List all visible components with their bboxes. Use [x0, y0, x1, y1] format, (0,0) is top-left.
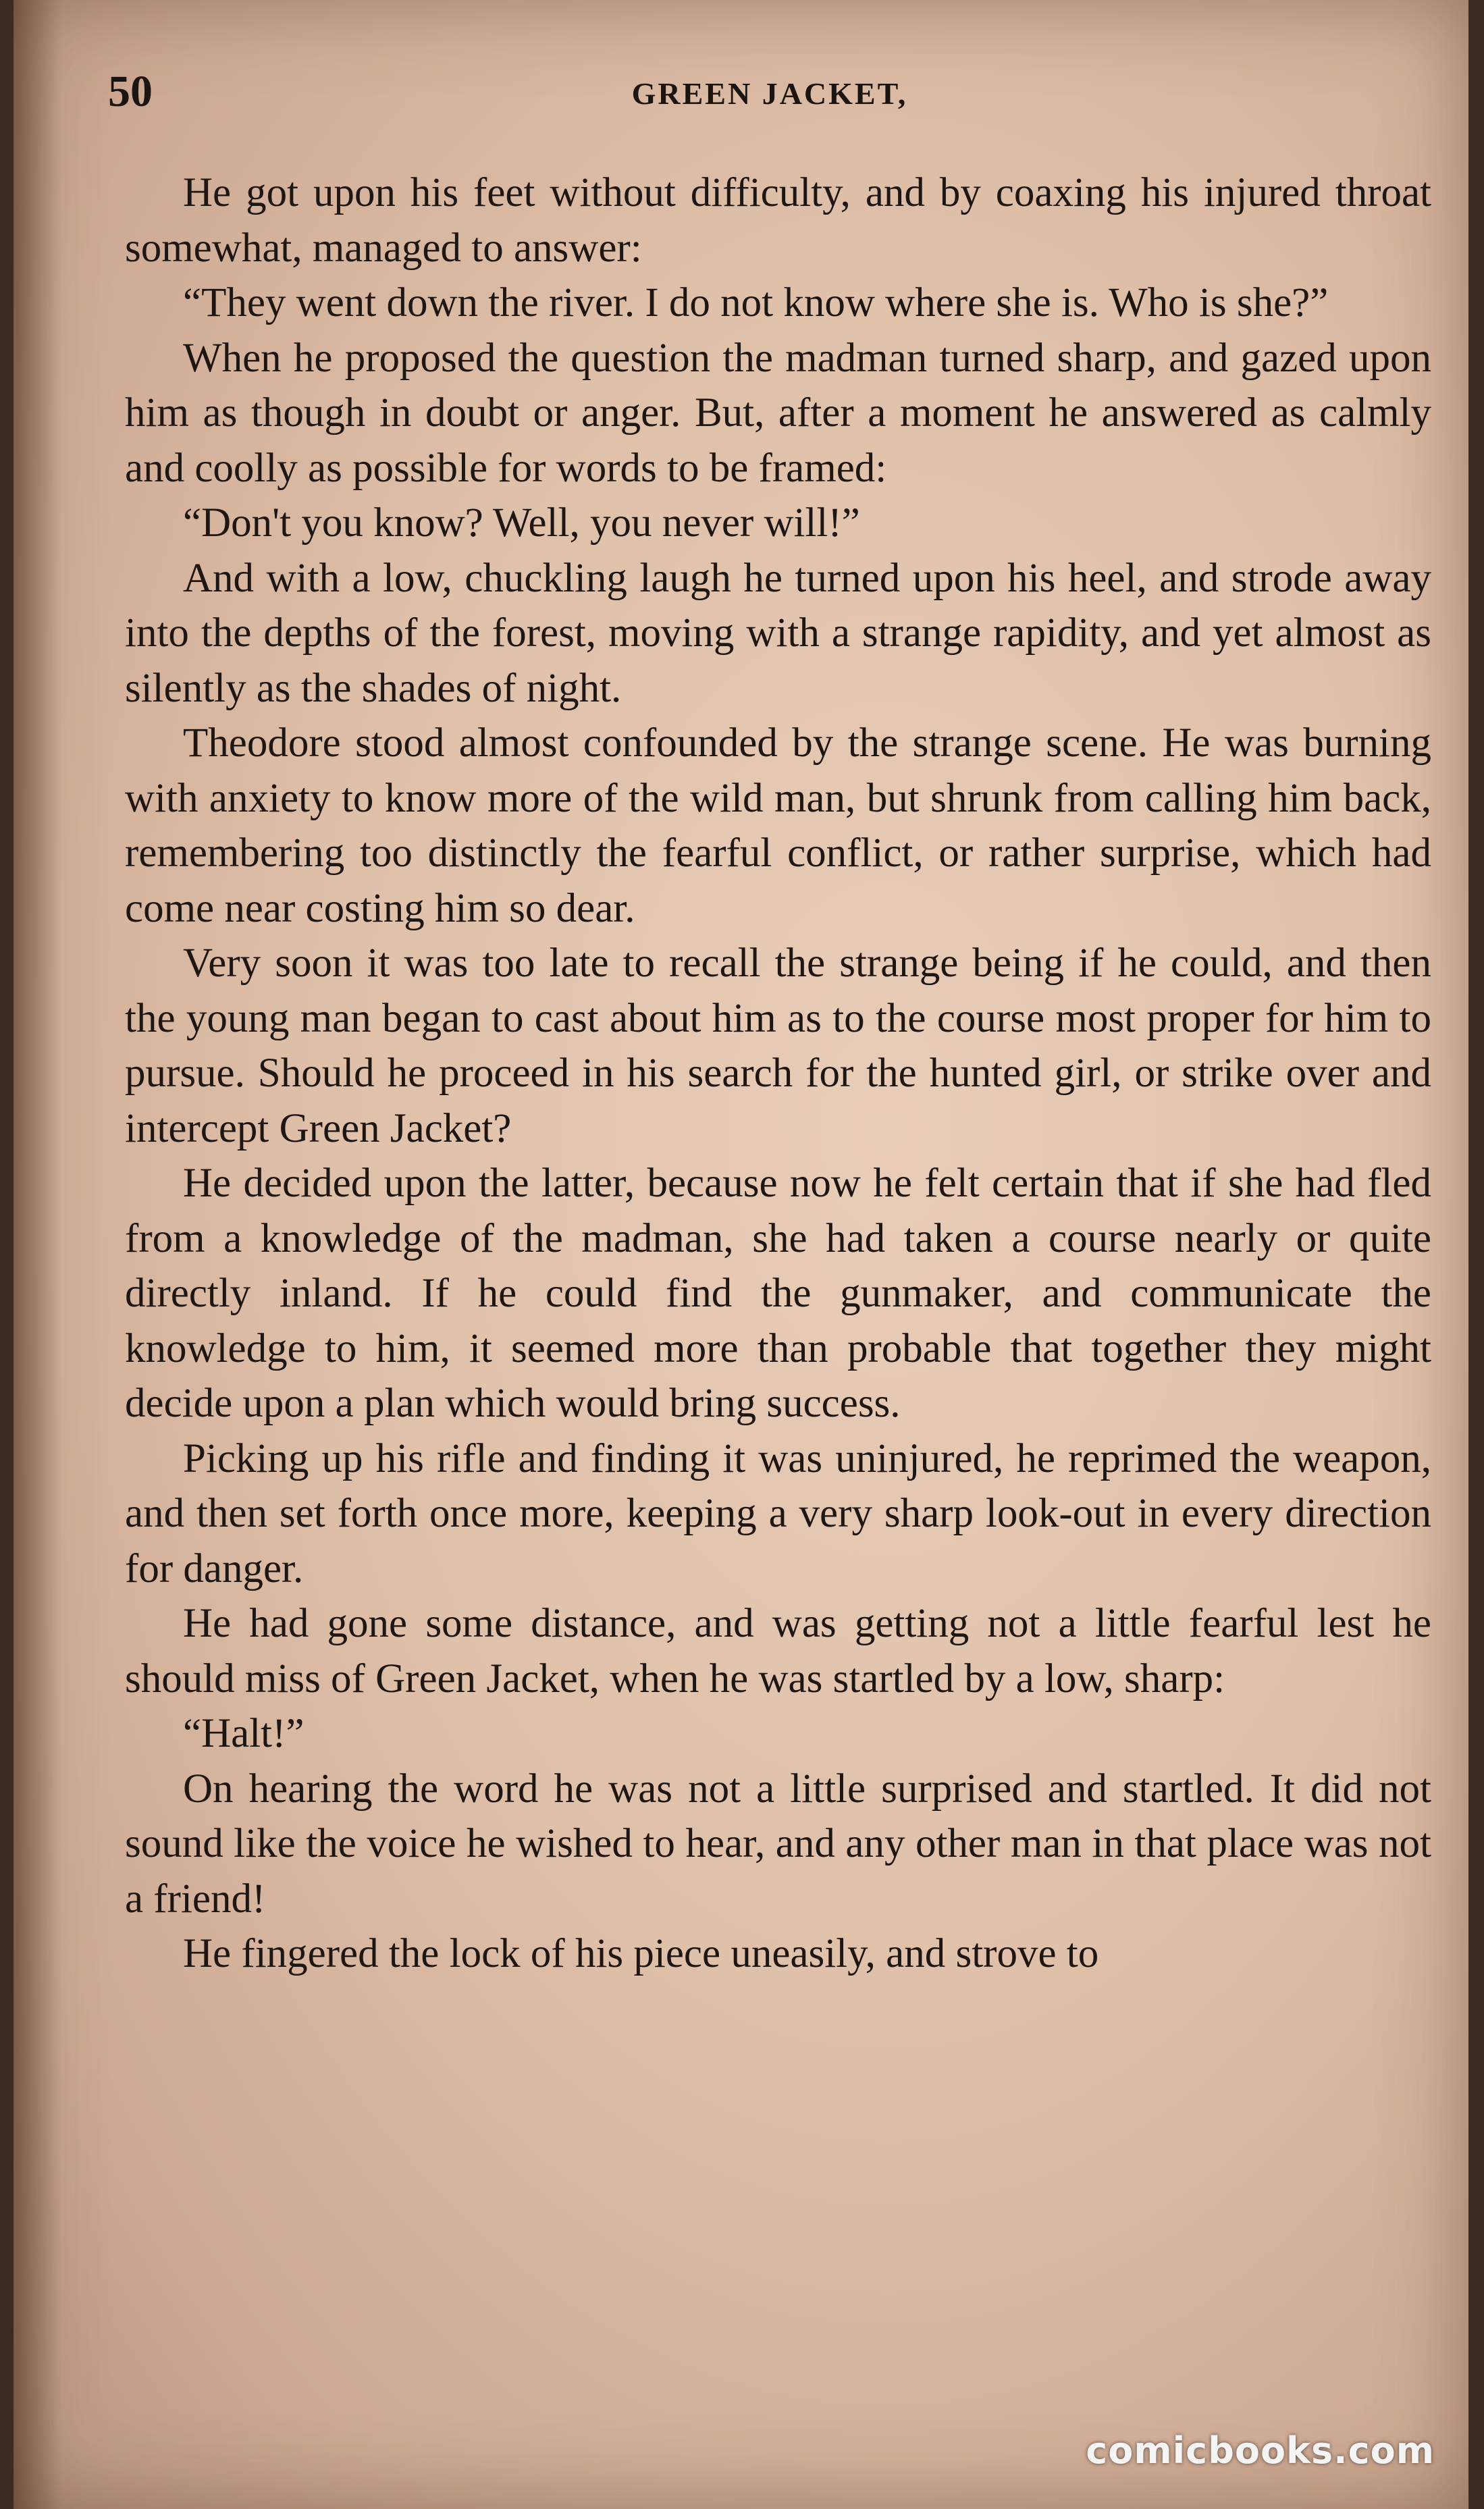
- page-gutter-shadow: [14, 0, 61, 2509]
- paragraph: Picking up his rifle and finding it was uninjured, he reprimed the weapon, and then set forth once more, keeping a very sharp look-out in every direction for danger.: [125, 1435, 1431, 1591]
- paragraph: When he proposed the question the madman turned sharp, and gazed upon him as though in doubt or anger. But, after a moment he answered as calmly and coolly as possible for words to be framed:: [125, 335, 1431, 491]
- body-text: [125, 165, 1431, 1982]
- paragraph: He decided upon the latter, because now he felt certain that if she had fled from a knowledge of the madman, she had taken a course nearly or quite directly inland. If he could find the gunmaker, and communicate the knowledge to him, it seemed more than probable that together they might decide upon a plan which would bring success.: [125, 1161, 1431, 1426]
- book-page: [14, 0, 1468, 2509]
- paragraph: “Don't you know? Well, you never will!”: [183, 500, 860, 546]
- paragraph: He got upon his feet without difficulty, and by coaxing his injured throat somewhat, managed to answer:: [125, 170, 1431, 271]
- paragraph: He had gone some distance, and was getting not a little fearful lest he should miss of Green Jacket, when he was startled by a low, sharp:: [125, 1601, 1431, 1701]
- paragraph: “Halt!”: [183, 1711, 304, 1756]
- watermark: comicbooks.com: [1086, 2429, 1435, 2472]
- paragraph: On hearing the word he was not a little surprised and startled. It did not sound like the voice he wished to hear, and any other man in that place was not a friend!: [125, 1766, 1431, 1922]
- running-head: GREEN JACKET,: [631, 76, 908, 111]
- paragraph: “They went down the river. I do not know where she is. Who is she?”: [183, 280, 1329, 325]
- paragraph: Very soon it was too late to recall the strange being if he could, and then the young man began to cast about him as to the course most proper for him to pursue. Should he proceed in his search for the hunted girl, or strike over and intercept Green Jacket?: [125, 941, 1431, 1151]
- page-number: 50: [108, 67, 153, 116]
- paragraph: Theodore stood almost confounded by the strange scene. He was burning with anxiety to know more of the wild man, but shrunk from calling him back, remembering too distinctly the fearful conflict, or rather surprise, which had come near costing him so dear.: [125, 720, 1431, 931]
- paragraph: He fingered the lock of his piece uneasily, and strove to: [183, 1931, 1099, 1976]
- paragraph: And with a low, chuckling laugh he turned upon his heel, and strode away into the depths of the forest, moving with a strange rapidity, and yet almost as silently as the shades of night.: [125, 555, 1431, 711]
- page-header: [108, 66, 1431, 120]
